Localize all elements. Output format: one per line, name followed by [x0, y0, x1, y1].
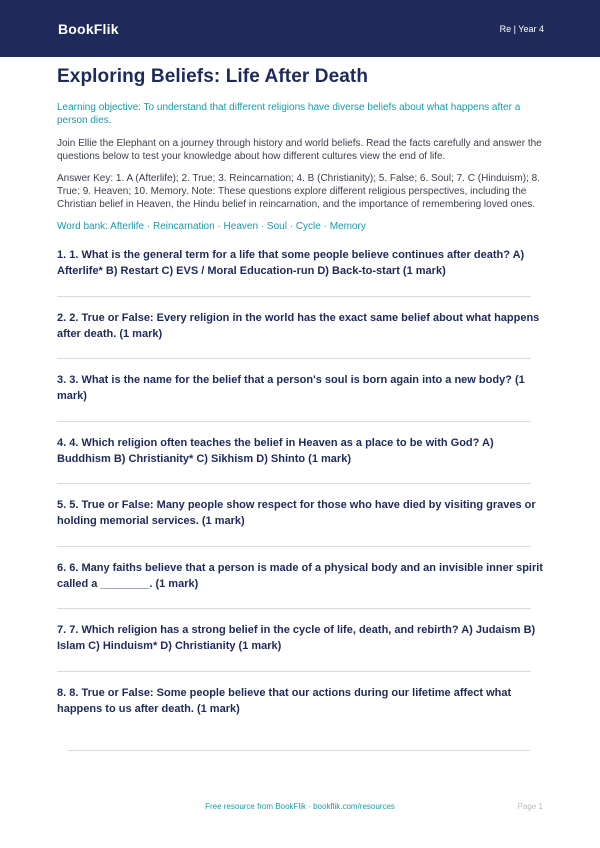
- question-text: 6. 6. Many faiths believe that a person is made of a physical body and an invisible inner spirit called a ________. (1 mark): [57, 561, 543, 590]
- brand-logo-text[interactable]: BookFlik: [58, 20, 119, 37]
- question-text: 4. 4. Which religion often teaches the belief in Heaven as a place to be with God? A) Buddhism B) Christianity* C) Sikhism D) Shinto (1 mark): [57, 436, 494, 465]
- question-text: 8. 8. True or False: Some people believe that our actions during our lifetime affect what happens to us after death. (1 mark): [57, 686, 512, 715]
- question-text: 5. 5. True or False: Many people show respect for those who have died by visiting graves or holding memorial services. (1 mark): [57, 499, 536, 527]
- page-title: Exploring Beliefs: Life After Death: [57, 66, 369, 87]
- footer-divider: [68, 750, 530, 751]
- question-4: [57, 435, 545, 498]
- subject-year-label: Re | Year 4: [499, 23, 544, 34]
- answer-line[interactable]: [57, 483, 531, 484]
- word-bank: Word bank: Afterlife · Reincarnation · Heaven · Soul · Cycle · Memory: [57, 221, 366, 232]
- question-text: 3. 3. What is the name for the belief that a person's soul is born again into a new body? (1 mark): [57, 374, 525, 402]
- question-text: 1. 1. What is the general term for a life that some people believe continues after death? A) Afterlife* B) Restart C) EVS / Moral Education-run D) Back-to-start (1 mark): [57, 249, 525, 277]
- answer-line[interactable]: [57, 296, 531, 297]
- answer-line[interactable]: [57, 671, 531, 672]
- question-text: 2. 2. True or False: Every religion in the world has the exact same belief about what happens after death. (1 mark): [57, 311, 540, 340]
- answer-line[interactable]: [57, 421, 531, 422]
- question-3: [57, 372, 545, 435]
- question-5: [57, 497, 545, 560]
- page-number: Page 1: [517, 802, 543, 811]
- top-header-bar: [0, 0, 600, 57]
- answer-line[interactable]: [57, 358, 531, 359]
- answer-line[interactable]: [57, 546, 531, 547]
- question-7: [57, 622, 545, 685]
- worksheet-content: [57, 66, 545, 747]
- answer-key: Answer Key: 1. A (Afterlife); 2. True; 3. Reincarnation; 4. B (Christianity); 5. False; 6. Soul; 7. C (Hinduism); 8. True; 9. Heaven; 10. Memory. Note: These questions explore different religious perspectives, including the Christian belief in Heaven, the Hindu belief in reincarnation, and the importance of remembering loved ones.: [57, 173, 540, 210]
- question-2: [57, 310, 545, 373]
- question-8: [57, 685, 545, 748]
- question-6: [57, 560, 545, 623]
- answer-line[interactable]: [57, 608, 531, 609]
- intro-paragraph: Join Ellie the Elephant on a journey through history and world beliefs. Read the facts carefully and answer the questions below to test your knowledge about how different cultures view the end of life.: [57, 138, 542, 162]
- question-1: [57, 247, 545, 310]
- question-text: 7. 7. Which religion has a strong belief in the cycle of life, death, and rebirth? A) Judaism B) Islam C) Hinduism* D) Christianity (1 mark): [57, 624, 536, 652]
- footer-link-text[interactable]: Free resource from BookFlik · bookflik.com/resources: [205, 802, 395, 811]
- learning-objective: Learning objective: To understand that different religions have diverse beliefs about what happens after a person dies.: [57, 102, 521, 126]
